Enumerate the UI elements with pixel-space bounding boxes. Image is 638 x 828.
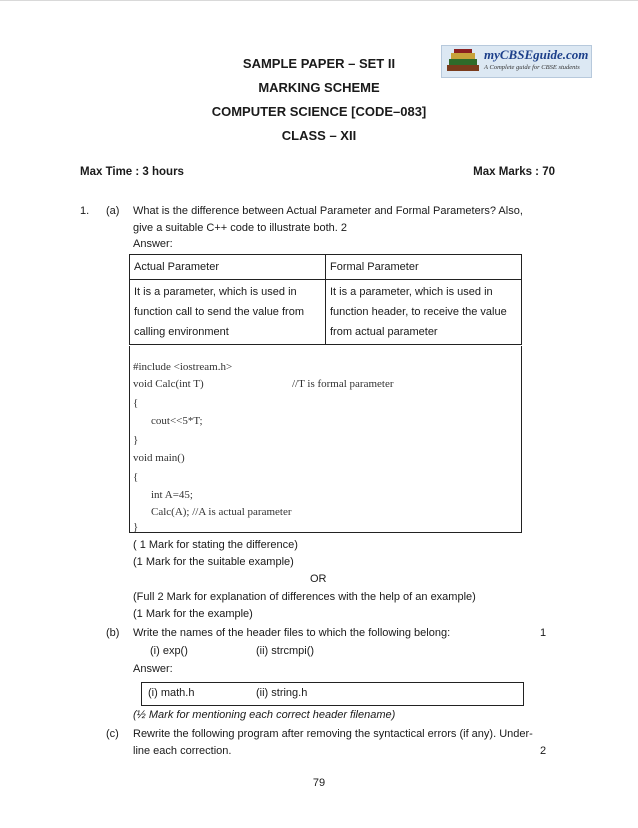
part-c-label: (c) xyxy=(106,728,119,740)
code-line: { xyxy=(133,397,139,409)
code-example-box xyxy=(129,346,522,533)
part-b-label: (b) xyxy=(106,627,120,639)
header-file-answer-box xyxy=(141,682,524,706)
q1b-answer-label: Answer: xyxy=(133,663,173,675)
page-top-edge xyxy=(0,0,638,1)
code-line: } xyxy=(133,521,139,533)
code-line: #include <iostream.h> xyxy=(133,361,233,373)
table-head-formal: Formal Parameter xyxy=(326,255,522,280)
code-line: void main() xyxy=(133,452,185,464)
code-line: { xyxy=(133,471,139,483)
q1b-option: (i) exp() xyxy=(150,645,188,657)
books-icon xyxy=(445,48,483,74)
logo-tagline: A Complete guide for CBSE students xyxy=(484,64,580,71)
q1b-option: (ii) strcmpi() xyxy=(256,645,315,657)
definition-line: It is a parameter, which is used in xyxy=(330,286,493,298)
table-head-actual: Actual Parameter xyxy=(130,255,326,280)
q1c-marks: 2 xyxy=(540,745,547,757)
actual-parameter-definition xyxy=(130,280,326,345)
mark-note: (½ Mark for mentioning each correct header filename) xyxy=(133,709,396,721)
parameter-comparison-table xyxy=(129,254,522,345)
max-time: Max Time : 3 hours xyxy=(80,166,184,178)
code-line: } xyxy=(133,434,139,446)
q1a-text-line1: What is the difference between Actual Parameter and Formal Parameters? Also, xyxy=(133,205,523,217)
logo-brand: myCBSEguide.com xyxy=(484,47,589,62)
code-line: void Calc(int T) xyxy=(133,378,204,390)
paper-title: SAMPLE PAPER – SET II xyxy=(242,56,396,71)
marking-scheme-title: MARKING SCHEME xyxy=(258,80,380,95)
q1b-marks: 1 xyxy=(540,627,547,639)
header-file-answer: (ii) string.h xyxy=(256,687,308,699)
definition-line: function header, to receive the value xyxy=(330,306,507,318)
or-separator: OR xyxy=(310,573,327,585)
page-number: 79 xyxy=(312,777,326,789)
mark-note: (Full 2 Mark for explanation of differences with the help of an example) xyxy=(133,591,476,603)
code-comment: //T is formal parameter xyxy=(292,378,394,390)
subject-title: COMPUTER SCIENCE [CODE–083] xyxy=(211,104,427,119)
q1a-text-line2: give a suitable C++ code to illustrate both. 2 xyxy=(133,222,348,234)
part-a-label: (a) xyxy=(106,205,120,217)
q1b-text: Write the names of the header files to which the following belong: xyxy=(133,627,451,639)
table-row xyxy=(130,280,522,345)
definition-line: calling environment xyxy=(134,326,229,338)
q1a-answer-label: Answer: xyxy=(133,238,173,250)
mark-note: (1 Mark for the suitable example) xyxy=(133,556,294,568)
max-marks: Max Marks : 70 xyxy=(473,166,555,178)
q1c-text-line2: line each correction. xyxy=(133,745,232,757)
code-line: cout<<5*T; xyxy=(151,415,203,427)
question-number: 1. xyxy=(80,205,90,217)
formal-parameter-definition xyxy=(326,280,522,345)
code-line: Calc(A); //A is actual parameter xyxy=(151,506,292,518)
mark-note: ( 1 Mark for stating the difference) xyxy=(133,539,298,551)
mark-note: (1 Mark for the example) xyxy=(133,608,253,620)
header-file-answer: (i) math.h xyxy=(148,687,195,699)
code-line: int A=45; xyxy=(151,489,193,501)
table-header-row xyxy=(130,255,522,280)
q1c-text-line1: Rewrite the following program after removing the syntactical errors (if any). Under- xyxy=(133,728,533,740)
class-title: CLASS – XII xyxy=(281,128,357,143)
definition-line: It is a parameter, which is used in xyxy=(134,286,297,298)
definition-line: function call to send the value from xyxy=(134,306,304,318)
mycbseguide-logo xyxy=(441,45,592,78)
definition-line: from actual parameter xyxy=(330,326,438,338)
